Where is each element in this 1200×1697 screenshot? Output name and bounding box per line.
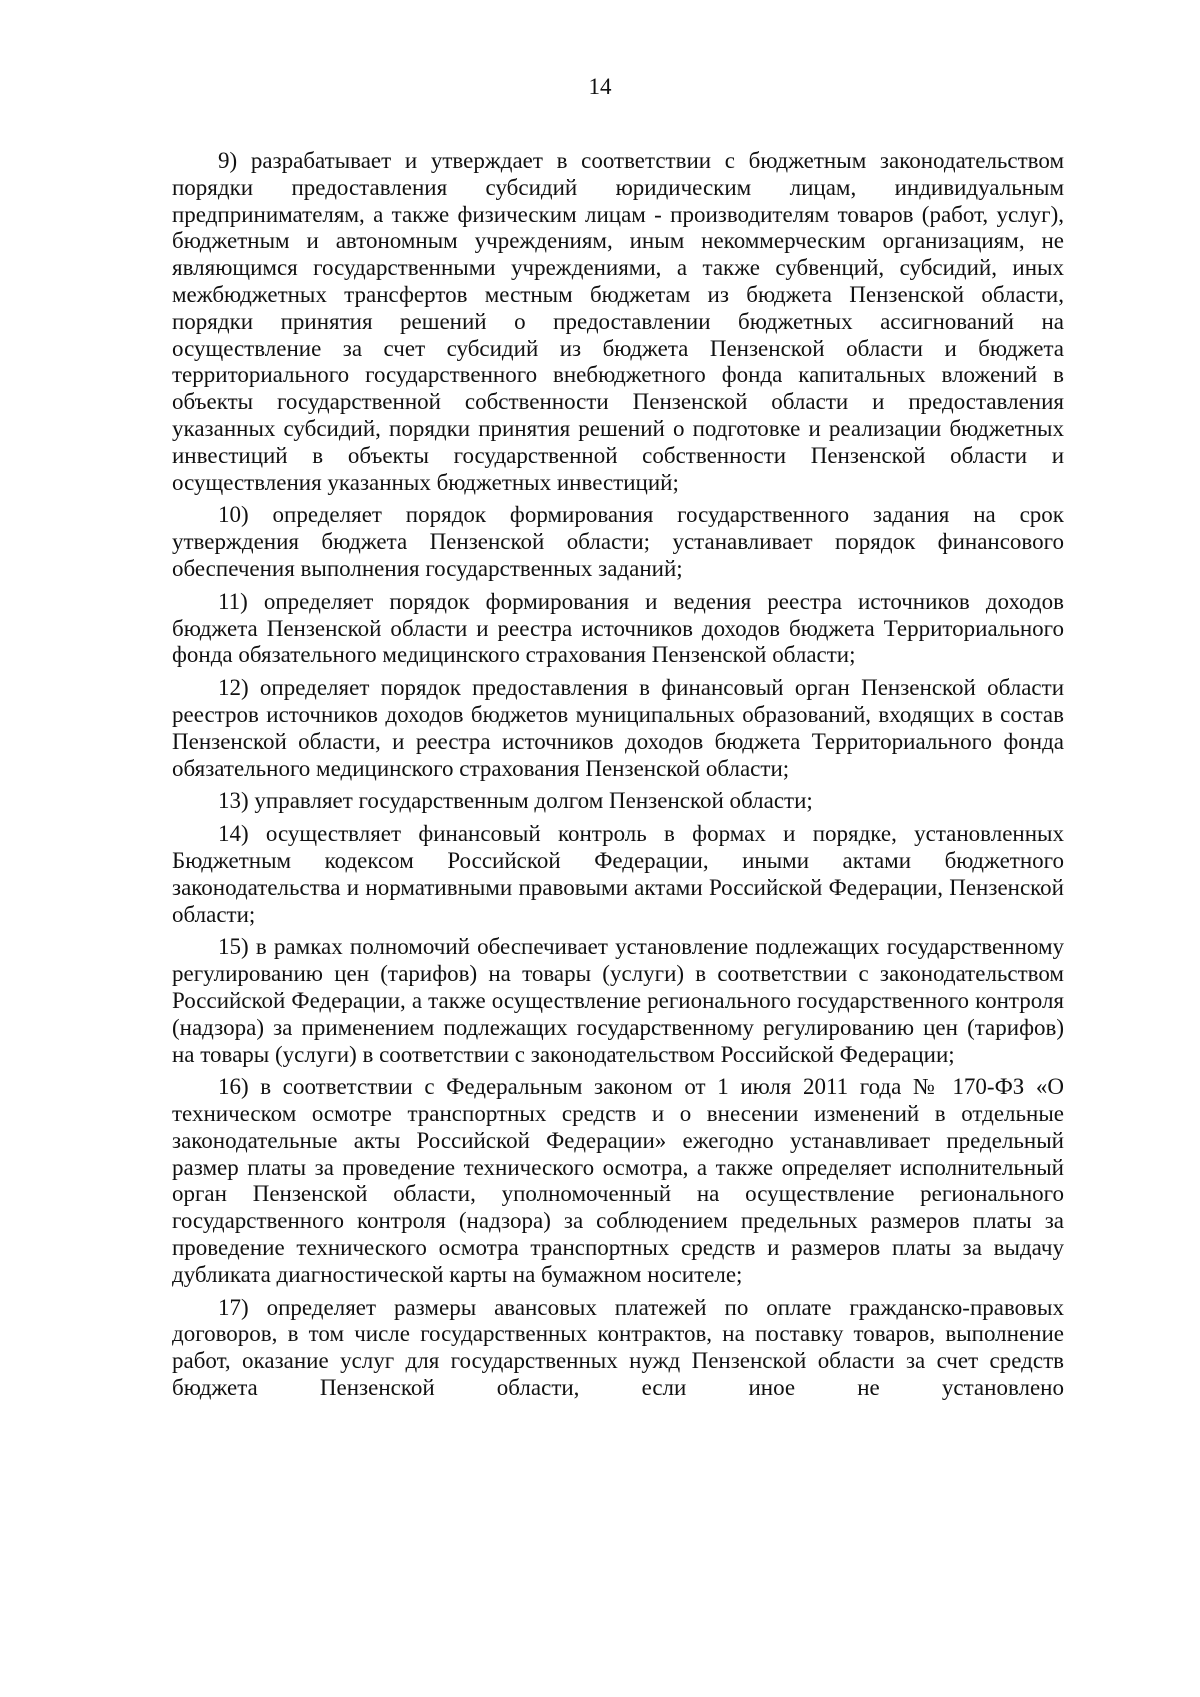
page-number: 14 [588,74,612,99]
paragraph-item-16: 16) в соответствии с Федеральным законом от 1 июля 2011 года № 170-ФЗ «О техническом осмотре транспортных средств и о внесении изменений в отдельные законодательные акты Российской Федерации» ежегодно устанавливает предельный размер платы за проведение технического осмотра, а также определяет исполнительный орган Пензенской области, уполномоченный на осуществление регионального государственного контроля (надзора) за соблюдением предельных размеров платы за проведение технического осмотра транспортных средств и размеров платы за выдачу дубликата диагностической карты на бумажном носителе; [172,1074,1064,1287]
document-body [172,148,1064,1408]
paragraph-item-15: 15) в рамках полномочий обеспечивает установление подлежащих государственному регулированию цен (тарифов) на товары (услуги) в соответствии с законодательством Российской Федерации, а также осуществление регионального государственного контроля (надзора) за применением подлежащих государственному регулированию цен (тарифов) на товары (услуги) в соответствии с законодательством Российской Федерации; [172,934,1064,1067]
paragraph-item-14: 14) осуществляет финансовый контроль в формах и порядке, установленных Бюджетным кодексом Российской Федерации, иными актами бюджетного законодательства и нормативными правовыми актами Российской Федерации, Пензенской области; [172,821,1064,927]
paragraph-item-13: 13) управляет государственным долгом Пензенской области; [218,788,813,814]
paragraph-item-9: 9) разрабатывает и утверждает в соответствии с бюджетным законодательством порядки предоставления субсидий юридическим лицам, индивидуальным предпринимателям, а также физическим лицам - производителям товаров (работ, услуг), бюджетным и автономным учреждениям, иным некоммерческим организациям, не являющимся государственными учреждениями, а также субвенций, субсидий, иных межбюджетных трансфертов местным бюджетам из бюджета Пензенской области, порядки принятия решений о предоставлении бюджетных ассигнований на осуществление за счет субсидий из бюджета Пензенской области и бюджета территориального государственного внебюджетного фонда капитальных вложений в объекты государственной собственности Пензенской области и предоставления указанных субсидий, порядки принятия решений о подготовке и реализации бюджетных инвестиций в объекты государственной собственности Пензенской области и осуществления указанных бюджетных инвестиций; [172,148,1064,495]
paragraph-item-12: 12) определяет порядок предоставления в финансовый орган Пензенской области реестров источников доходов бюджетов муниципальных образований, входящих в состав Пензенской области, и реестра источников доходов бюджета Территориального фонда обязательного медицинского страхования Пензенской области; [172,675,1064,781]
paragraph-item-17: 17) определяет размеры авансовых платежей по оплате гражданско-правовых договоров, в том числе государственных контрактов, на поставку товаров, выполнение работ, оказание услуг для государственных нужд Пензенской области за счет средств бюджета Пензенской области, если иное не установлено [172,1294,1064,1401]
paragraph-item-10: 10) определяет порядок формирования государственного задания на срок утверждения бюджета Пензенской области; устанавливает порядок финансового обеспечения выполнения государственных заданий; [172,502,1064,581]
paragraph-item-11: 11) определяет порядок формирования и ведения реестра источников доходов бюджета Пензенской области и реестра источников доходов бюджета Территориального фонда обязательного медицинского страхования Пензенской области; [172,588,1064,668]
